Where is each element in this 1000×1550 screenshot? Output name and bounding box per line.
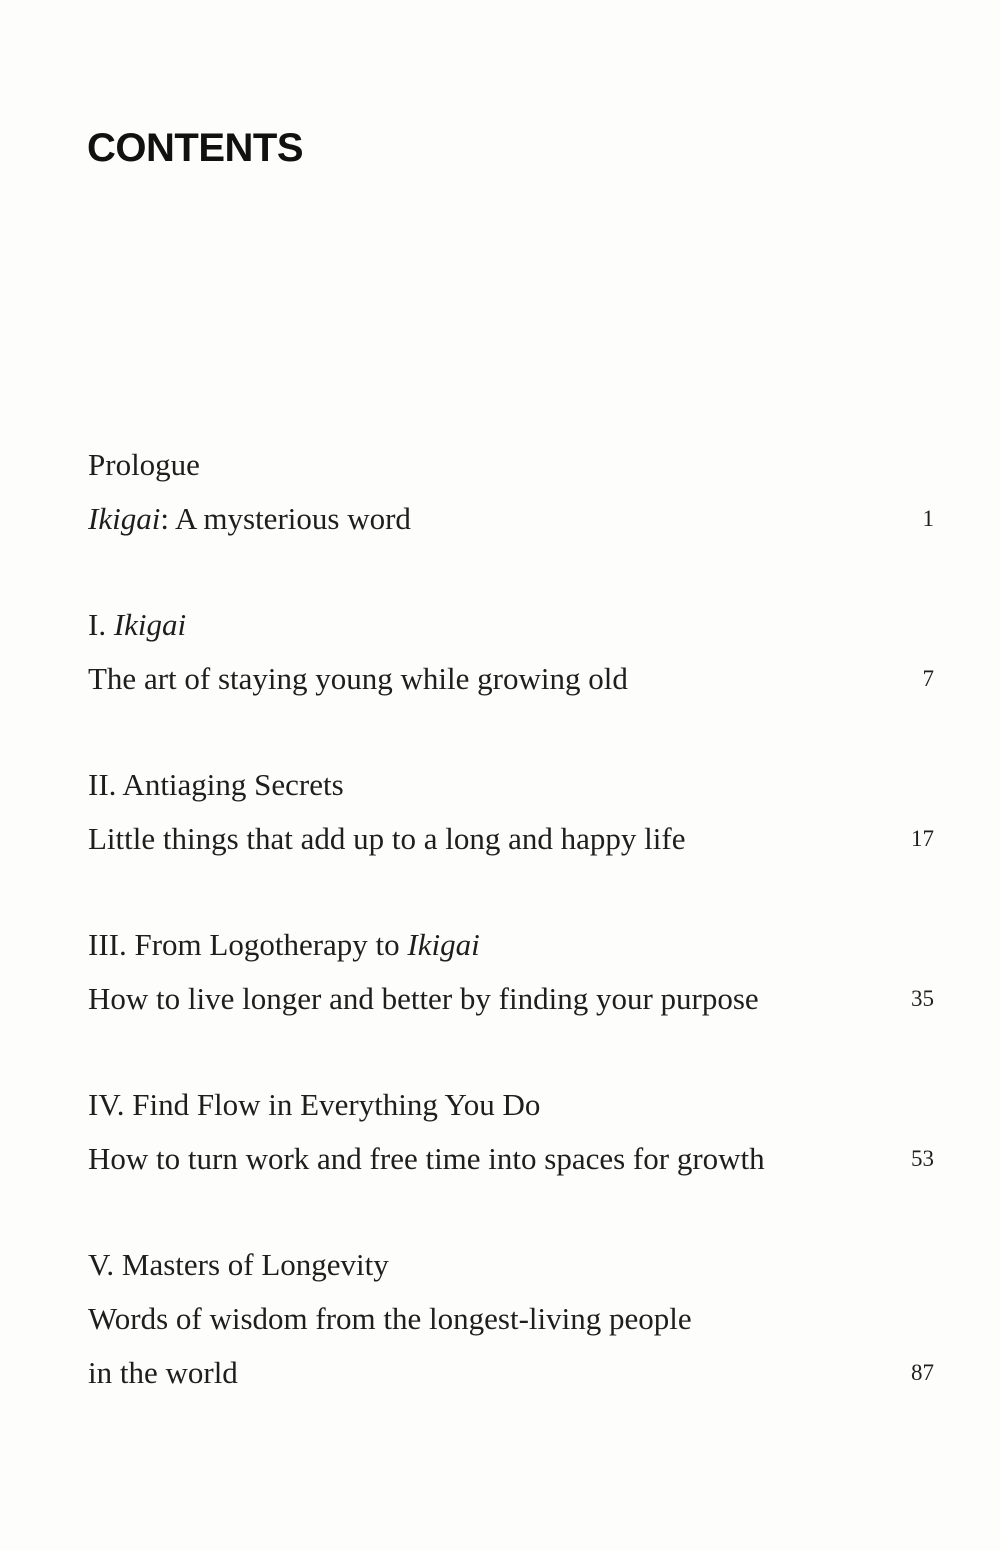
toc-subtitle-text: How to turn work and free time into spaces for growth <box>88 1141 765 1176</box>
toc-entry-chapter-2 <box>88 758 934 866</box>
toc-entry-chapter-5 <box>88 1238 934 1400</box>
toc-title-text: Prologue <box>88 447 200 482</box>
toc-page-number: 35 <box>911 986 934 1011</box>
toc-title-text: III. From Logotherapy to <box>88 927 408 962</box>
toc-entry-title <box>88 438 934 492</box>
toc-entry-subtitle <box>88 812 934 866</box>
toc-subtitle-text: Words of wisdom from the longest-living people <box>88 1301 692 1336</box>
toc-entry-subtitle <box>88 972 934 1026</box>
toc-subtitle-text-line2: in the world <box>88 1355 238 1390</box>
toc-entry-subtitle <box>88 492 934 546</box>
toc-entry-subtitle-continued <box>88 1346 934 1400</box>
toc-entry-chapter-4 <box>88 1078 934 1186</box>
toc-page-number: 17 <box>911 826 934 851</box>
toc-page-number: 1 <box>922 506 934 531</box>
toc-title-text: V. Masters of Longevity <box>88 1247 389 1282</box>
toc-entry-prologue <box>88 438 934 546</box>
toc-subtitle-text: Little things that add up to a long and happy life <box>88 821 686 856</box>
toc-page-number: 53 <box>911 1146 934 1171</box>
toc-title-text: I. <box>88 607 114 642</box>
toc-entry-title <box>88 1238 934 1292</box>
toc-title-italic: Ikigai <box>407 927 480 962</box>
toc-subtitle-text: How to live longer and better by finding your purpose <box>88 981 759 1016</box>
toc-entry-title <box>88 1078 934 1132</box>
toc-entry-chapter-3 <box>88 918 934 1026</box>
toc-subtitle-text: : A mysterious word <box>160 501 411 536</box>
page-title: CONTENTS <box>87 126 303 170</box>
toc-entry-subtitle <box>88 1292 934 1346</box>
toc-title-text: IV. Find Flow in Everything You Do <box>88 1087 541 1122</box>
toc-subtitle-italic: Ikigai <box>88 501 161 536</box>
toc-entry-chapter-1 <box>88 598 934 706</box>
toc-page-number: 7 <box>922 666 934 691</box>
toc-entry-title <box>88 758 934 812</box>
toc-entry-title <box>88 598 934 652</box>
toc-entry-subtitle <box>88 1132 934 1186</box>
toc-page-number: 87 <box>911 1360 934 1385</box>
toc-subtitle-text: The art of staying young while growing old <box>88 661 628 696</box>
toc-title-text: II. Antiaging Secrets <box>88 767 344 802</box>
toc-entry-subtitle <box>88 652 934 706</box>
toc-title-italic: Ikigai <box>113 607 187 642</box>
toc-entry-title <box>88 918 934 972</box>
